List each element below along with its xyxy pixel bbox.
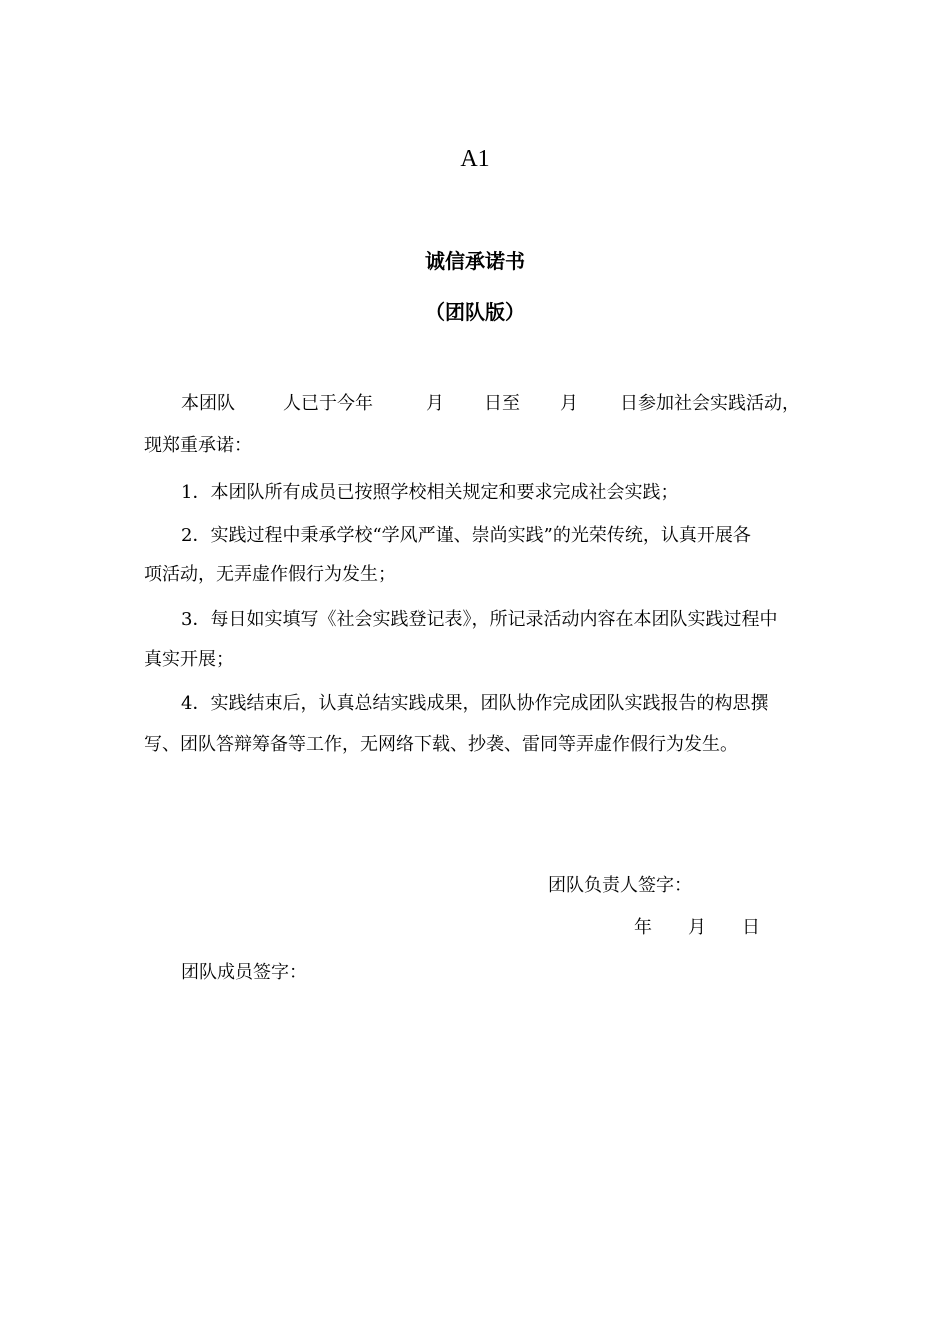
intro-line <box>181 389 800 415</box>
date-month: 月 <box>688 917 706 938</box>
document-code: A1 <box>460 146 490 172</box>
intro-line-2: 现郑重承诺： <box>144 435 252 456</box>
intro-part-day-start: 日至 <box>484 393 520 414</box>
intro-part-people: 人已于今年 <box>283 393 373 414</box>
intro-part-month-end: 月 <box>560 393 578 414</box>
pledge-item-4-cont: 写、团队答辩筹备等工作，无网络下载、抄袭、雷同等弄虚作假行为发生。 <box>144 734 738 755</box>
pledge-item-3-cont: 真实开展； <box>144 649 234 670</box>
members-signature-label: 团队成员签字： <box>181 962 307 983</box>
date-year: 年 <box>634 917 652 938</box>
document-title: 诚信承诺书 <box>425 249 525 273</box>
intro-part-month-start: 月 <box>426 393 444 414</box>
document-subtitle: （团队版） <box>425 300 525 324</box>
intro-part-day-end: 日参加社会实践活动， <box>620 393 800 414</box>
leader-signature-label: 团队负责人签字： <box>548 875 692 896</box>
intro-part-team: 本团队 <box>181 393 235 414</box>
pledge-item-2: 2．实践过程中秉承学校“学风严谨、崇尚实践”的光荣传统，认真开展各 <box>181 525 751 546</box>
signature-date <box>634 913 760 939</box>
pledge-item-3: 3．每日如实填写《社会实践登记表》，所记录活动内容在本团队实践过程中 <box>181 609 778 630</box>
pledge-item-4: 4．实践结束后，认真总结实践成果，团队协作完成团队实践报告的构思撰 <box>181 693 769 714</box>
pledge-item-1: 1．本团队所有成员已按照学校相关规定和要求完成社会实践； <box>181 482 679 503</box>
date-day: 日 <box>742 917 760 938</box>
pledge-item-2-cont: 项活动，无弄虚作假行为发生； <box>144 564 396 585</box>
